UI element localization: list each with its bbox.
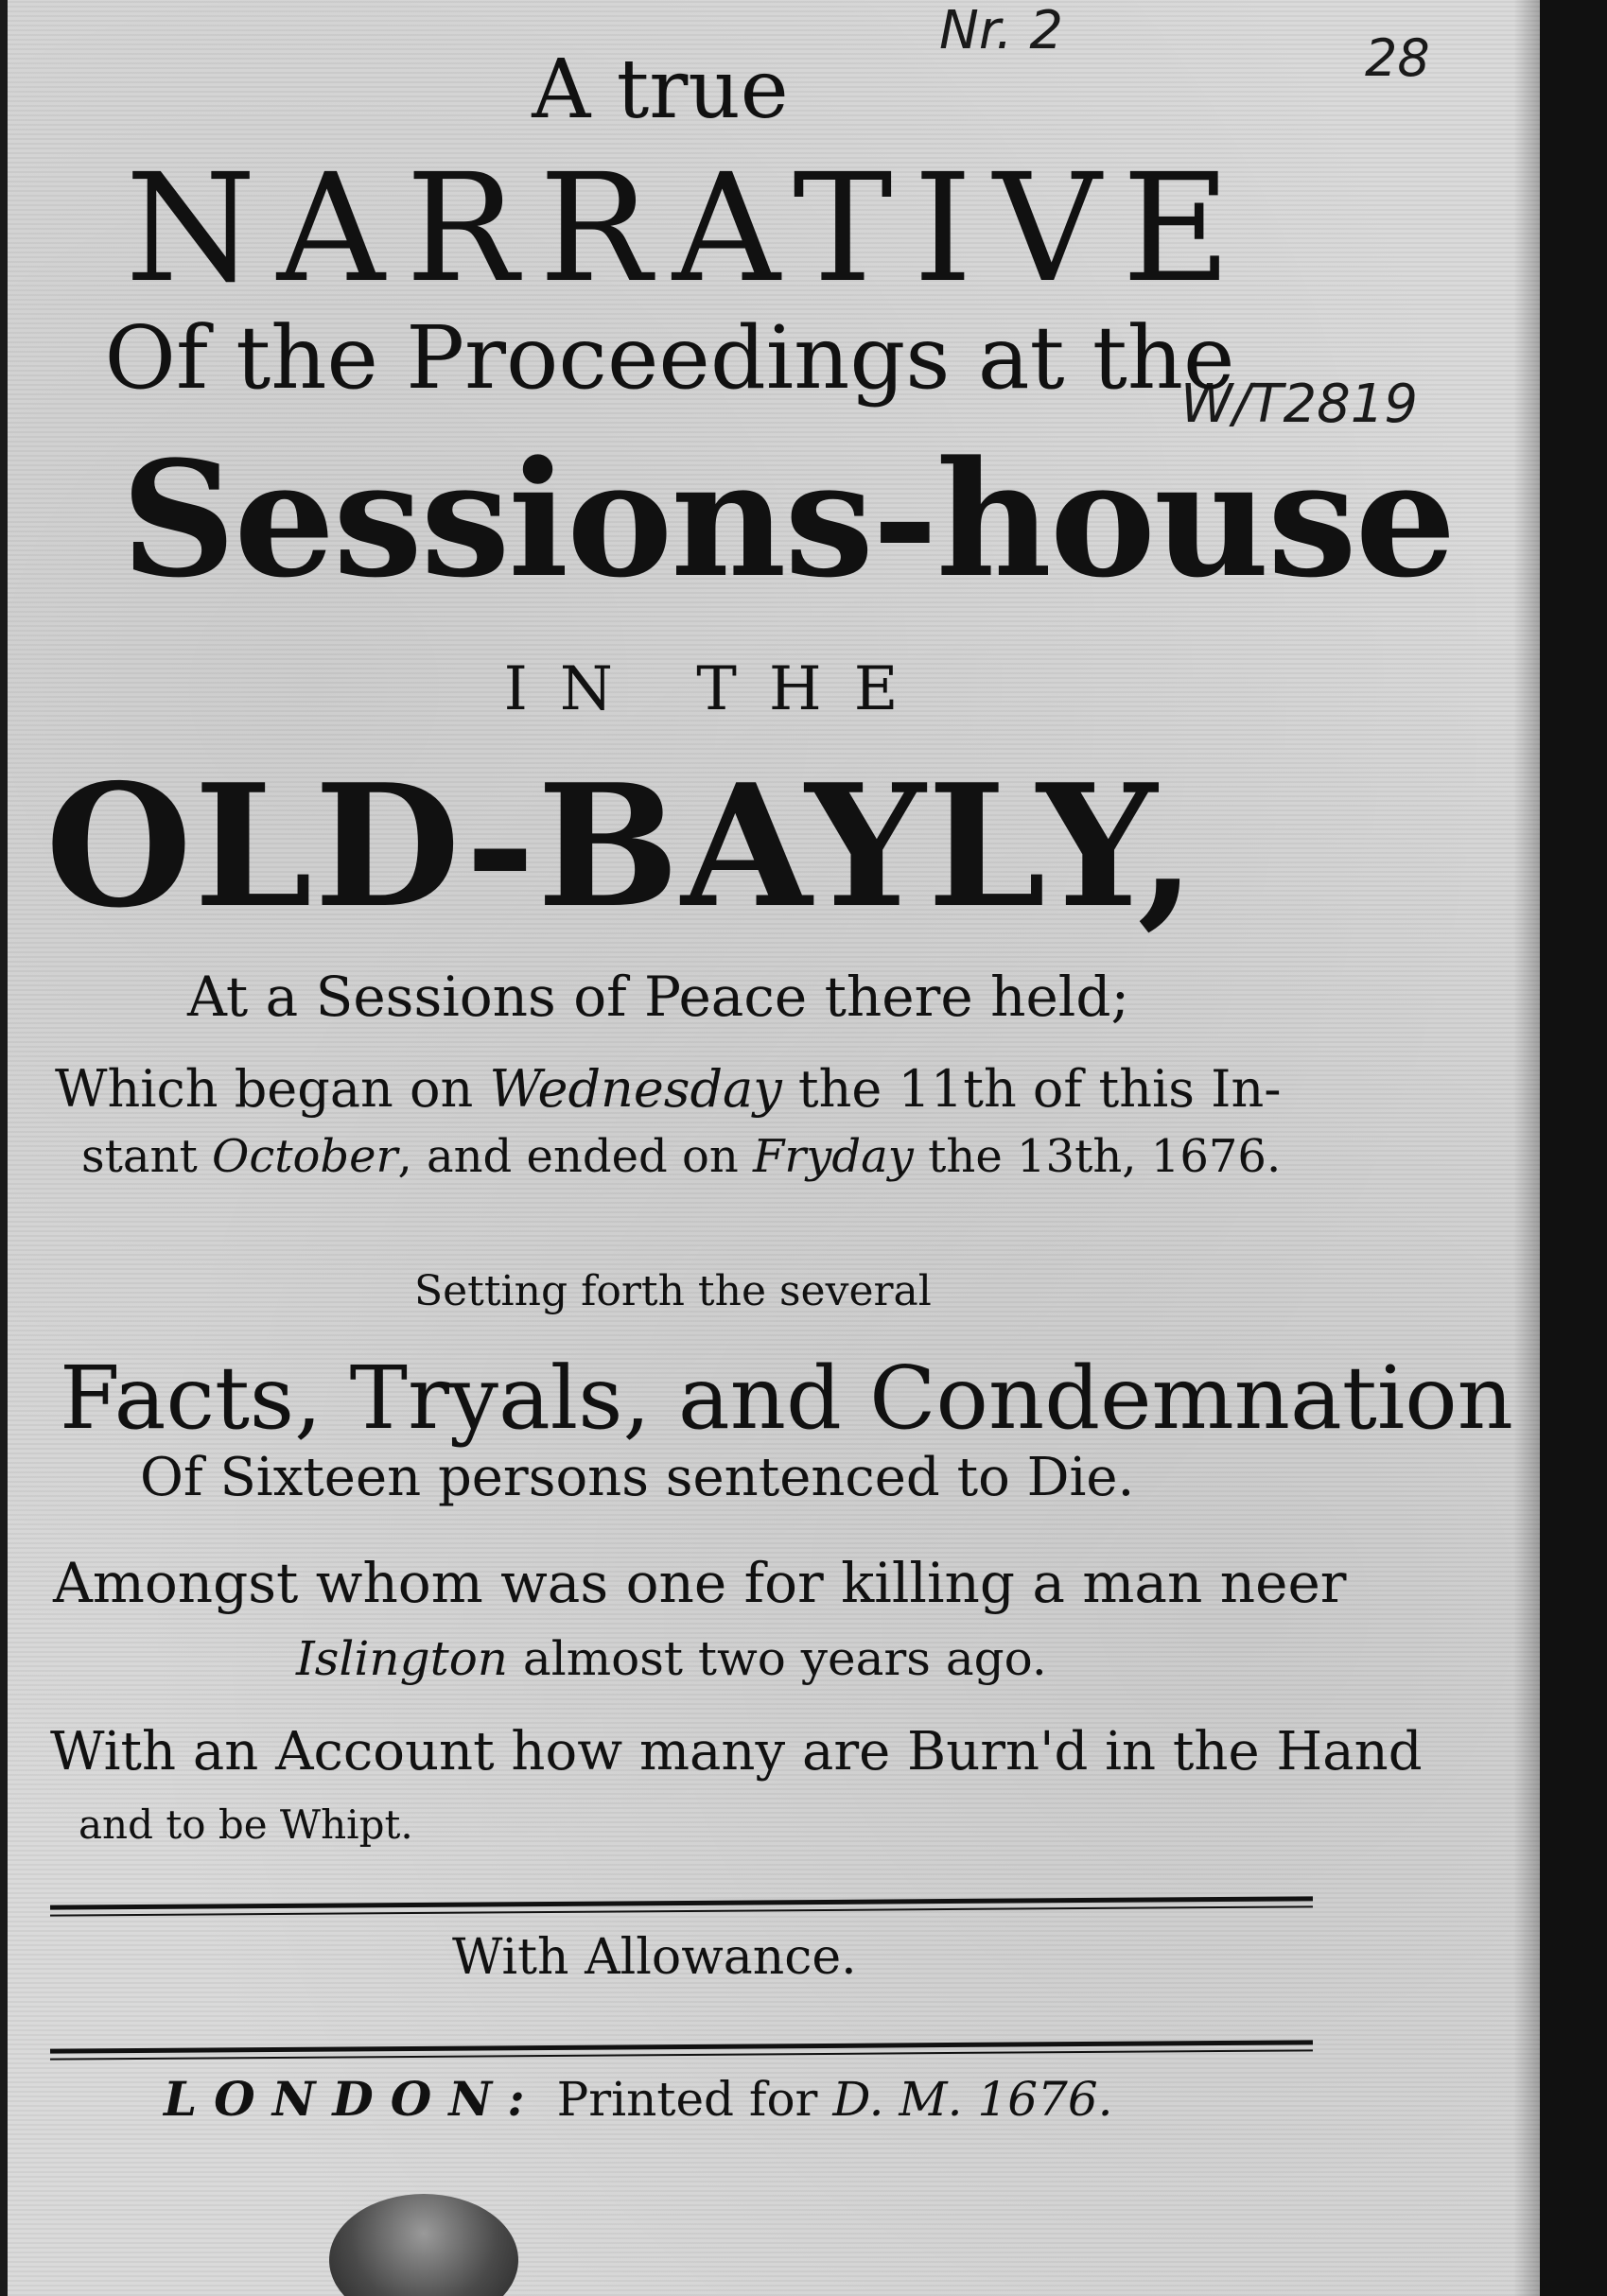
title-in-the: IN THE	[503, 654, 931, 724]
line-instant-day: Fryday	[753, 1130, 914, 1183]
line-islington-post: almost two years ago.	[508, 1631, 1047, 1686]
line-sixteen-persons: Of Sixteen persons sentenced to Die.	[140, 1447, 1135, 1508]
title-a-true: A true	[532, 43, 789, 137]
title-narrative: NARRATIVE	[125, 142, 1252, 316]
line-instant-mid: , and ended on	[397, 1130, 754, 1183]
line-facts-tryals: Facts, Tryals, and Condemnation	[60, 1348, 1513, 1449]
handwritten-catalogue-mark: W/T2819	[1180, 374, 1418, 435]
line-sessions-of-peace: At a Sessions of Peace there held;	[187, 965, 1129, 1029]
line-which-began-post: the 11th of this In-	[781, 1059, 1282, 1119]
line-which-began-pre: Which began on	[55, 1059, 490, 1119]
line-to-be-whipt: and to be Whipt.	[79, 1801, 413, 1848]
handwritten-note: Nr. 2	[939, 0, 1064, 61]
imprint-city: LONDON:	[164, 2071, 542, 2127]
line-instant-month: October	[212, 1130, 398, 1183]
line-with-an-account: With an Account how many are Burn'd in the Hand	[50, 1721, 1423, 1783]
title-proceedings: Of the Proceedings at the	[104, 307, 1235, 409]
imprint-printer: D. M.	[832, 2072, 963, 2127]
line-instant-post: the 13th, 1676.	[913, 1130, 1282, 1183]
imprint	[164, 2071, 1113, 2127]
line-islington	[296, 1631, 1047, 1686]
line-setting-forth: Setting forth the several	[414, 1267, 932, 1315]
title-page	[8, 0, 1540, 2296]
handwritten-page-number: 28	[1365, 28, 1430, 88]
stain-mark	[329, 2194, 518, 2296]
line-which-began-day: Wednesday	[489, 1059, 782, 1119]
line-amongst-whom: Amongst whom was one for killing a man neer	[53, 1551, 1347, 1615]
with-allowance: With Allowance.	[452, 1929, 857, 1986]
line-islington-place: Islington	[296, 1631, 508, 1686]
line-which-began	[55, 1059, 1282, 1119]
line-instant-pre: stant	[81, 1130, 212, 1183]
scan-border	[1540, 0, 1607, 2296]
title-sessions-house: Sessions-house	[121, 426, 1455, 613]
title-old-bayly: OLD-BAYLY,	[45, 747, 1198, 945]
imprint-printed-for: Printed for	[541, 2072, 833, 2127]
imprint-year: 1676.	[962, 2072, 1113, 2127]
line-instant-october	[81, 1130, 1281, 1183]
